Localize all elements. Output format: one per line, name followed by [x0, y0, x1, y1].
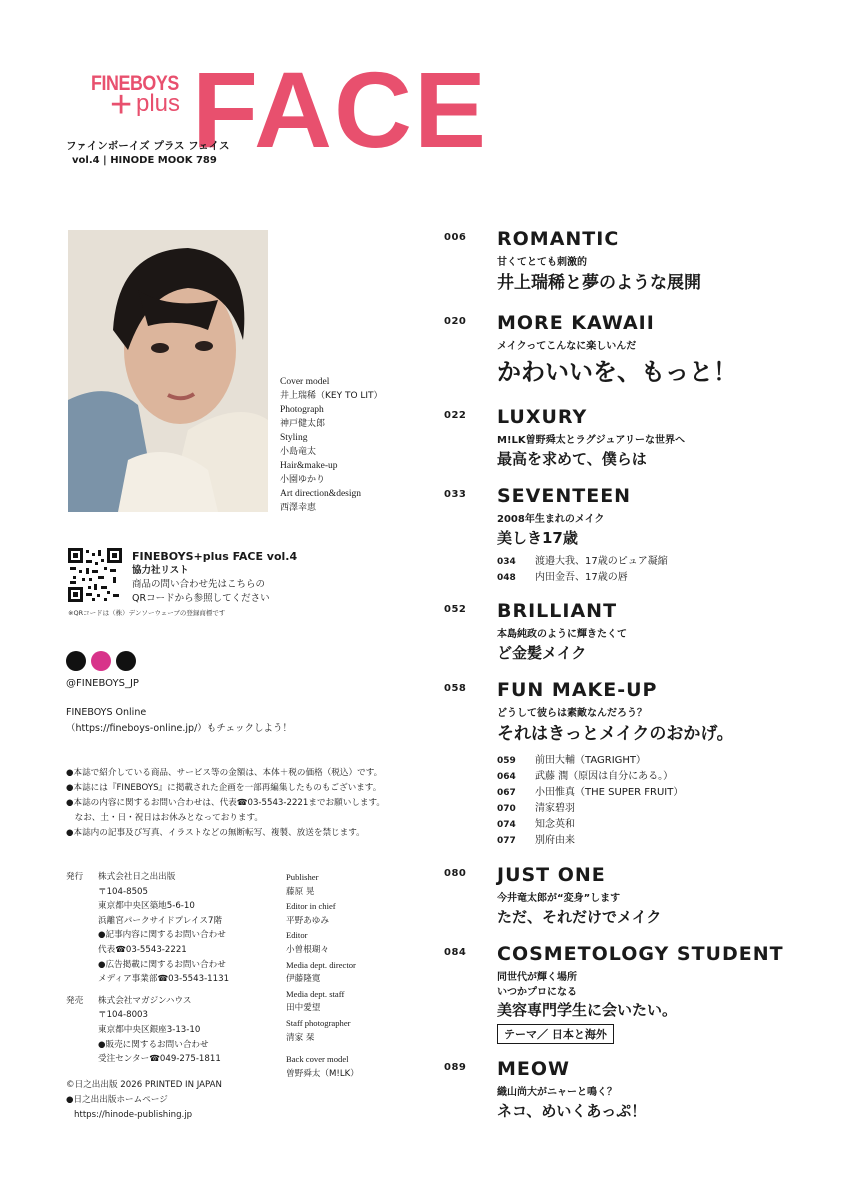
staff-label: Media dept. staff — [286, 988, 345, 999]
toc-entry[interactable] — [444, 600, 824, 670]
sns-icons — [66, 651, 136, 671]
footer — [66, 1078, 222, 1123]
publisher-line: 〒104-8003 — [98, 1010, 148, 1021]
staff-list — [286, 870, 359, 1081]
toc-subentry[interactable]: 074 知念英和 — [497, 819, 575, 830]
cover-photo — [68, 230, 268, 512]
toc-subentry[interactable]: 077 別府由来 — [497, 835, 575, 846]
qr-description — [132, 550, 297, 606]
publisher-line: 浜離宮パークサイドプレイス7階 — [98, 915, 223, 926]
note-line: ●本誌には『FINEBOYS』に掲載された企画を一部再編集したものもございます。 — [66, 783, 382, 793]
publisher-info — [66, 870, 229, 1067]
toc-headline: 美容専門学生に会いたい。 — [497, 1001, 678, 1019]
qr-note: ※QRコードは（株）デンソーウェーブの登録商標です — [68, 609, 226, 617]
logo-vol: vol.4 | HINODE MOOK 789 — [72, 155, 217, 166]
toc-section-title: BRILLIANT — [497, 600, 618, 622]
toc-page-number: 022 — [444, 410, 467, 421]
copyright: ©日之出出版 2026 PRINTED IN JAPAN — [66, 1080, 222, 1090]
toc-subentry[interactable]: 070 清家碧羽 — [497, 803, 575, 814]
publisher-line: 発売 株式会社マガジンハウス — [66, 995, 192, 1006]
publisher-line: 〒104-8505 — [98, 886, 148, 897]
toc-headline: 最高を求めて、僕らは — [497, 450, 647, 468]
online-info — [66, 705, 292, 737]
publisher-line: 東京都中央区銀座3-13-10 — [98, 1024, 201, 1035]
logo-plus-word: plus — [136, 90, 181, 117]
toc-entry[interactable] — [444, 943, 824, 1048]
credit-value: 小園ゆかり — [280, 475, 326, 485]
staff-value: 平野あゆみ — [286, 915, 329, 926]
credit-label: Art direction&design — [280, 489, 361, 499]
sns-handle: @FINEBOYS_JP — [66, 678, 139, 689]
toc-entry[interactable] — [444, 406, 824, 476]
toc-headline: 美しき17歳 — [497, 529, 578, 547]
toc-section-title: MEOW — [497, 1058, 570, 1080]
credit-value: 神戸健太郎 — [280, 419, 326, 429]
staff-label: Editor — [286, 930, 308, 941]
staff-label: Media dept. director — [286, 959, 356, 970]
toc-headline: ただ、それだけでメイク — [497, 908, 662, 926]
staff-label: Back cover model — [286, 1054, 349, 1065]
qr-line: 商品の問い合わせ先はこちらの — [132, 579, 266, 590]
toc-section-title: LUXURY — [497, 406, 588, 428]
credit-label: Styling — [280, 433, 308, 443]
theme-tag: テーマ／ 日本と海外 — [497, 1024, 614, 1044]
credit-value: 西澤幸恵 — [280, 503, 317, 513]
toc-subentry[interactable]: 048 内田金吾、17歳の唇 — [497, 572, 628, 583]
toc-page-number: 080 — [444, 868, 467, 879]
toc-section-title: JUST ONE — [497, 864, 606, 886]
x-icon[interactable] — [66, 651, 86, 671]
note-line: ●本誌内の記事及び写真、イラストなどの無断転写、複製、放送を禁じます。 — [66, 828, 365, 838]
note-line: なお、土・日・祝日はお休みとなっております。 — [66, 813, 263, 823]
logo-fineboys: FINEBOYS — [91, 72, 179, 95]
toc-headline: それはきっとメイクのおかげ。 — [497, 724, 734, 744]
notes — [66, 766, 385, 841]
publisher-line: ●広告掲載に関するお問い合わせ — [98, 959, 226, 970]
toc-subtitle: 今井竜太郎が“変身”します — [497, 893, 621, 904]
toc-entry[interactable] — [444, 1058, 824, 1128]
toc-entry[interactable] — [444, 864, 824, 934]
toc-subentry[interactable]: 059 前田大輔（TAGRIGHT） — [497, 755, 647, 766]
toc-headline: かわいいを、もっと！ — [497, 358, 737, 386]
staff-label: Editor in chief — [286, 901, 336, 912]
staff-value: 小曽根瑚々 — [286, 944, 329, 955]
staff-label: Publisher — [286, 872, 319, 882]
toc-subtitle: いつかプロになる — [497, 987, 577, 998]
toc-entry[interactable] — [444, 679, 824, 854]
toc-subtitle: M!LK曽野舜太とラグジュアリーな世界へ — [497, 435, 686, 446]
toc-subtitle: どうして彼らは素敵なんだろう？ — [497, 708, 647, 719]
toc-subtitle: メイクってこんなに楽しいんだ — [497, 341, 637, 352]
publisher-line: ●販売に関するお問い合わせ — [98, 1039, 209, 1050]
publisher-line: メディア事業部☎03-5543-1131 — [98, 974, 230, 985]
qr-title: FINEBOYS+plus FACE vol.4 — [132, 550, 298, 563]
cover-credits — [280, 375, 383, 515]
publisher-line: 発行 株式会社日之出出版 — [66, 872, 176, 882]
publisher-line: ●記事内容に関するお問い合わせ — [98, 930, 226, 941]
toc-headline: 井上瑞稀と夢のような展開 — [497, 273, 701, 293]
toc-subentry[interactable]: 034 渡邉大我、17歳のピュア凝縮 — [497, 556, 668, 567]
toc-entry[interactable] — [444, 312, 824, 392]
toc-page-number: 020 — [444, 316, 467, 327]
toc-section-title: ROMANTIC — [497, 228, 620, 250]
instagram-icon[interactable] — [91, 651, 111, 671]
toc-subtitle: 織山尚大がニャーと鳴く？ — [497, 1087, 617, 1098]
toc-subtitle: 本島純政のように輝きたくて — [497, 629, 627, 640]
staff-label: Staff photographer — [286, 1017, 351, 1028]
credit-label: Cover model — [280, 377, 330, 387]
publisher-line: 代表☎03-5543-2221 — [98, 944, 187, 955]
publisher-line: 受注センター☎049-275-1811 — [98, 1054, 221, 1065]
toc-page-number: 089 — [444, 1062, 467, 1073]
toc-section-title: MORE KAWAII — [497, 312, 655, 334]
staff-value: 曽野舜太（M!LK） — [286, 1068, 359, 1079]
toc-section-title: FUN MAKE-UP — [497, 679, 658, 701]
publisher-line: 東京都中央区築地5-6-10 — [98, 901, 195, 912]
qr-code[interactable] — [68, 548, 122, 602]
qr-line: QRコードから参照してください — [132, 593, 270, 604]
logo-plus-sign: + — [110, 84, 133, 126]
staff-value: 藤原 晃 — [286, 886, 315, 897]
toc-headline: ど金髪メイク — [497, 644, 587, 662]
toc-page-number: 084 — [444, 947, 467, 958]
staff-value: 清家 栞 — [286, 1032, 315, 1043]
tiktok-icon[interactable] — [116, 651, 136, 671]
toc-section-title: SEVENTEEN — [497, 485, 632, 507]
toc-page-number: 006 — [444, 232, 467, 243]
credit-label: Hair&make-up — [280, 461, 338, 471]
toc-page-number: 052 — [444, 604, 467, 615]
toc-entry[interactable] — [444, 485, 824, 590]
credit-label: Photograph — [280, 405, 324, 415]
toc-entry[interactable] — [444, 228, 824, 298]
homepage-url[interactable]: https://hinode-publishing.jp — [74, 1110, 193, 1120]
toc-subtitle: 同世代が輝く場所 — [497, 972, 577, 983]
logo-face: FACE — [192, 49, 489, 170]
toc-subtitle: 2008年生まれのメイク — [497, 514, 605, 525]
toc-page-number: 058 — [444, 683, 467, 694]
toc-page-number: 033 — [444, 489, 467, 500]
logo-kana: ファインボーイズ プラス フェイス — [66, 140, 230, 152]
toc-subentry[interactable]: 064 武藤 潤（原因は自分にある。） — [497, 771, 674, 782]
online-title: FINEBOYS Online — [66, 707, 147, 718]
toc-subtitle: 甘くてとても刺激的 — [497, 257, 587, 268]
credit-value: 小島竜太 — [280, 447, 317, 457]
toc-headline: ネコ、めいくあっぷ！ — [497, 1102, 647, 1120]
staff-value: 伊藤隆寛 — [286, 974, 321, 985]
online-url[interactable]: （https://fineboys-online.jp/）もチェックしよう！ — [66, 723, 293, 734]
qr-subtitle: 協力社リスト — [132, 565, 189, 576]
note-line: ●本誌で紹介している商品、サービス等の金額は、本体＋税の価格（税込）です。 — [66, 768, 383, 778]
credit-value: 井上瑞稀（KEY TO LIT） — [280, 391, 383, 401]
toc-subentry[interactable]: 067 小田惟真（THE SUPER FRUIT） — [497, 787, 684, 798]
homepage-label: ●日之出出版ホームページ — [66, 1095, 168, 1105]
note-line: ●本誌の内容に関するお問い合わせは、代表☎03-5543-2221までお願いします。 — [66, 798, 386, 808]
staff-value: 田中愛望 — [286, 1003, 321, 1014]
toc-section-title: COSMETOLOGY STUDENT — [497, 943, 784, 965]
